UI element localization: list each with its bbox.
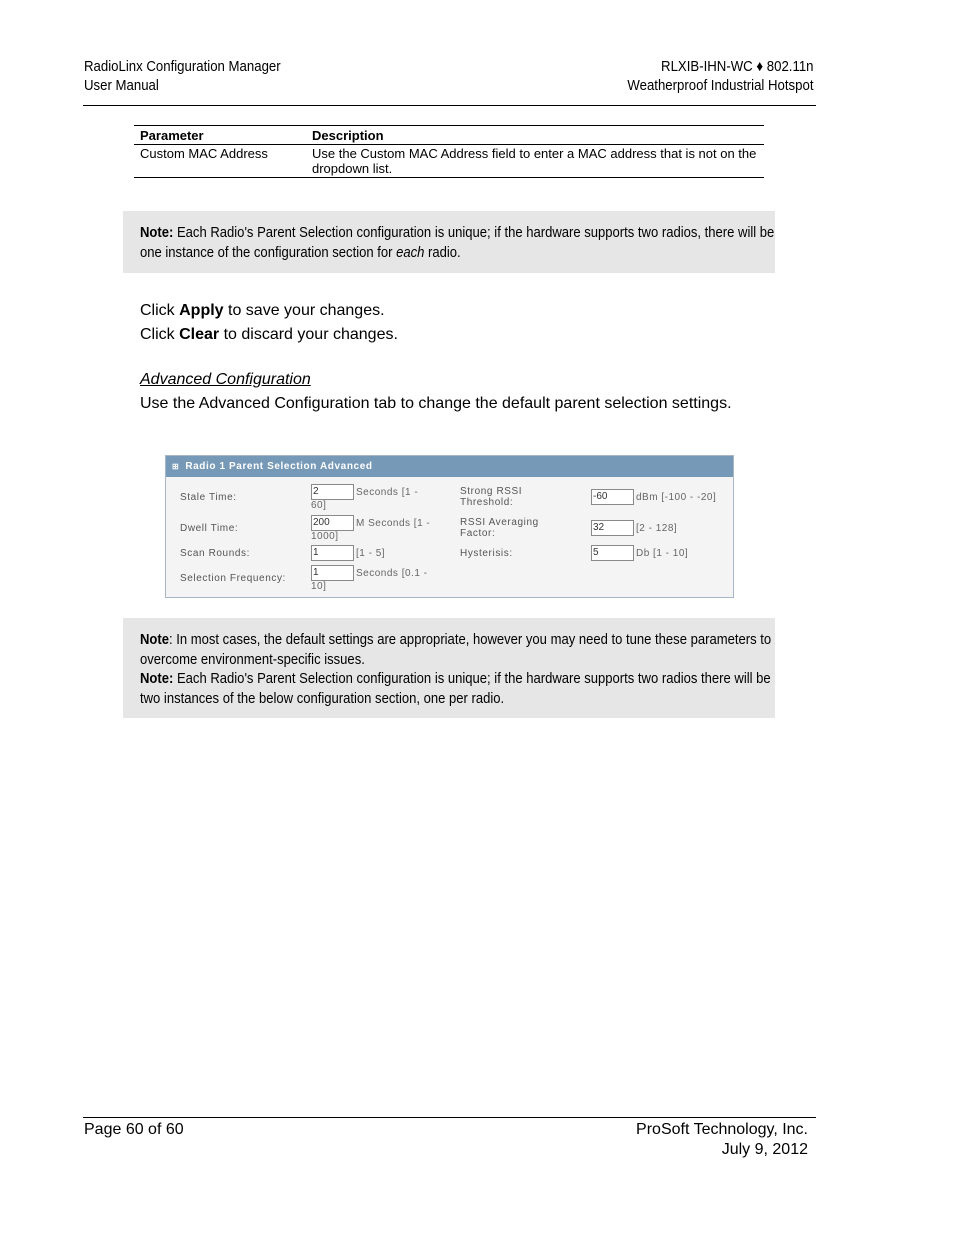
note-label-1: Note (140, 631, 170, 648)
header-right (628, 57, 814, 95)
apply-instruction (140, 301, 385, 321)
selection-frequency-input[interactable]: 1 (311, 565, 354, 581)
rssi-averaging-input[interactable]: 32 (591, 520, 634, 536)
note-box-2 (123, 618, 775, 718)
clear-instruction (140, 325, 398, 345)
stale-time-range (356, 486, 418, 499)
section-body: Use the Advanced Configuration tab to change the default parent selection settings. (140, 395, 732, 412)
note-emphasis: each (396, 243, 425, 261)
rssi-averaging-label (460, 517, 539, 539)
footer-rule (83, 1117, 816, 1118)
note-paragraph-1 (140, 630, 793, 669)
stale-time-range-a: Seconds [1 - (356, 487, 419, 498)
note-text-2: Each Radio's Parent Selection configuration is unique; if the hardware supports two radios there will be two instances of the below configuration section, one per radio. (140, 670, 771, 707)
parent-selection-advanced-panel (165, 455, 734, 598)
param-cell: Custom MAC Address (134, 145, 306, 178)
apply-post: to save your changes. (223, 302, 385, 319)
strong-rssi-label (460, 486, 522, 508)
strong-rssi-label-a: Strong RSSI (460, 486, 523, 497)
rssi-averaging-range: [2 - 128] (636, 523, 678, 534)
hysterisis-label: Hysterisis: (460, 548, 513, 559)
note-paragraph-2 (140, 669, 793, 708)
scan-rounds-range: [1 - 5] (356, 548, 386, 559)
parameter-table (134, 125, 764, 178)
column-header-parameter: Parameter (134, 126, 306, 145)
desc-cell: Use the Custom MAC Address field to enter a MAC address that is not on the dropdown list. (306, 145, 764, 178)
panel-title-bar (166, 456, 733, 477)
company-name: ProSoft Technology, Inc. (636, 1121, 808, 1138)
header-left (84, 57, 281, 95)
footer-right (636, 1120, 808, 1160)
stale-time-input[interactable]: 2 (311, 484, 354, 500)
doc-subtitle: User Manual (84, 77, 159, 94)
strong-rssi-input[interactable]: -60 (591, 489, 634, 505)
stale-time-label: Stale Time: (180, 492, 237, 503)
hysterisis-range: Db [1 - 10] (636, 548, 689, 559)
document-date: July 9, 2012 (721, 1141, 808, 1158)
strong-rssi-label-b: Threshold: (460, 497, 514, 508)
note-text-1: : In most cases, the default settings are appropriate, however you may need to tune these parameters to overcome environment-specific issues. (140, 631, 772, 668)
selection-frequency-range-b: 10] (311, 581, 327, 592)
scan-rounds-label: Scan Rounds: (180, 548, 251, 559)
dwell-time-range-b: 1000] (311, 531, 339, 542)
clear-pre: Click (140, 326, 180, 343)
table-header-row (134, 126, 764, 145)
selection-frequency-label: Selection Frequency: (180, 573, 286, 584)
clear-keyword: Clear (179, 326, 220, 343)
note-box-1 (123, 211, 775, 273)
hysterisis-input[interactable]: 5 (591, 545, 634, 561)
product-name: Weatherproof Industrial Hotspot (627, 77, 814, 94)
apply-keyword: Apply (179, 302, 224, 319)
clear-post: to discard your changes. (219, 326, 398, 343)
selection-frequency-range: Seconds [0.1 - (356, 568, 428, 579)
product-model: RLXIB-IHN-WC ♦ 802.11n (661, 58, 814, 75)
panel-title: Radio 1 Parent Selection Advanced (185, 461, 373, 472)
dwell-time-input[interactable]: 200 (311, 515, 354, 531)
rssi-averaging-label-a: RSSI Averaging (460, 517, 539, 528)
rssi-averaging-label-b: Factor: (460, 528, 496, 539)
page-number: Page 60 of 60 (84, 1121, 184, 1138)
table-row (134, 145, 764, 178)
stale-time-range-b: 60] (311, 500, 327, 511)
note-label-2: Note: (140, 670, 174, 687)
dwell-time-range: M Seconds [1 - (356, 518, 431, 529)
note-text: Each Radio's Parent Selection configuration is unique; if the hardware supports two radios, there will be one instance of the configuration section for (140, 224, 775, 261)
section-heading: Advanced Configuration (140, 371, 311, 388)
strong-rssi-range: dBm [-100 - -20] (636, 492, 717, 503)
collapse-icon[interactable]: ⊞ (172, 462, 180, 471)
apply-pre: Click (140, 302, 180, 319)
doc-title: RadioLinx Configuration Manager (84, 58, 281, 75)
dwell-time-label: Dwell Time: (180, 523, 239, 534)
header-rule (83, 105, 816, 106)
note-label: Note: (140, 224, 174, 241)
column-header-description: Description (306, 126, 764, 145)
scan-rounds-input[interactable]: 1 (311, 545, 354, 561)
note-text-end: radio. (424, 243, 461, 261)
